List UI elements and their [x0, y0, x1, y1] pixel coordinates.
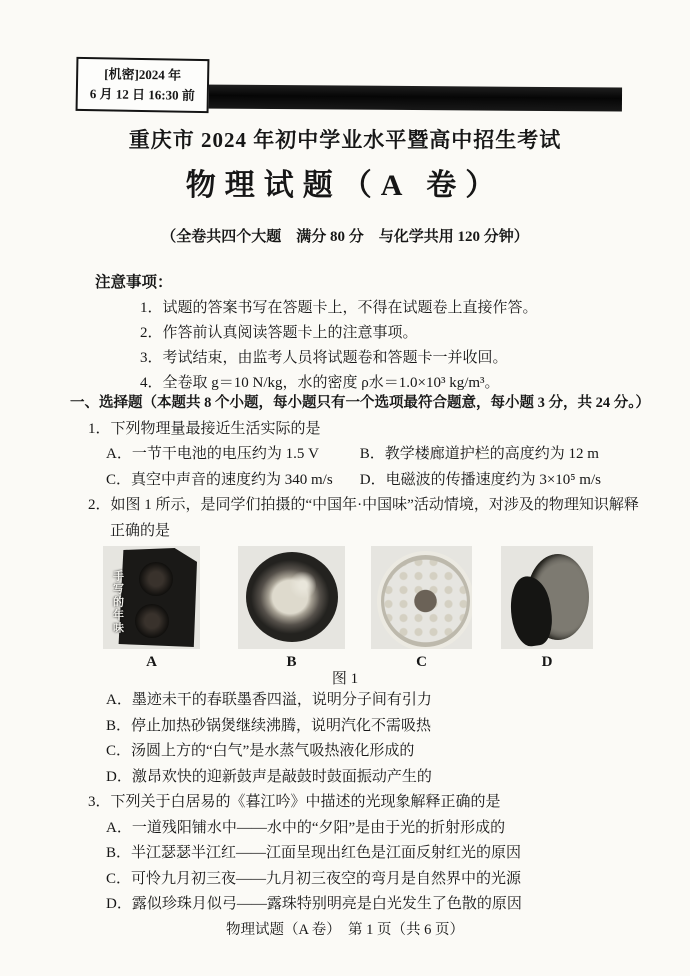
confidential-redaction-bar: [196, 85, 622, 112]
q3-option-a: A．一道残阳铺水中——水中的“夕阳”是由于光的折射形成的: [106, 819, 506, 836]
photo-spring-couplet: [103, 546, 200, 649]
notice-list: [140, 296, 538, 396]
stamp-line-1: [机密]2024 年: [104, 66, 182, 83]
figure-1-photo-d: [501, 546, 593, 672]
figure-label-a: A: [146, 654, 157, 670]
question-1-options-row-2: [0, 468, 690, 494]
figure-1-caption: 图 1: [331, 671, 359, 687]
section-1-heading: 一、选择题（本题共 8 个小题，每小题只有一个选项最符合题意，每小题 3 分，共 24 分。）: [70, 395, 650, 411]
notice-item-2: 2．作答前认真阅读答题卡上的注意事项。: [140, 325, 418, 341]
figure-1-photo-a: [103, 546, 200, 672]
question-3-stem: 3．下列关于白居易的《暮江吟》中描述的光现象解释正确的是: [88, 794, 501, 810]
question-1-options-row-1: [0, 442, 690, 468]
photo-drummer: [501, 546, 593, 649]
figure-1-photo-c: [371, 546, 472, 672]
pot-shape: [246, 552, 338, 642]
plate-shape: [377, 551, 472, 649]
q3-option-b: B．半江瑟瑟半江红——江面呈现出红色是江面反射红光的原因: [106, 845, 522, 861]
q2-option-c: C．汤圆上方的“白气”是水蒸气吸热液化形成的: [106, 743, 415, 759]
figure-label-c: C: [416, 654, 427, 670]
questions-area: [0, 391, 690, 918]
q2-option-a: A．墨迹未干的春联墨香四溢，说明分子间有引力: [106, 692, 432, 708]
question-1-stem: 1．下列物理量最接近生活实际的是: [88, 420, 321, 437]
steam-shape: [290, 570, 316, 600]
q2-option-d: D．激昂欢快的迎新鼓声是敲鼓时鼓面振动产生的: [106, 768, 432, 785]
paper-title: 物理试题（A 卷）: [185, 169, 505, 202]
notice-heading: 注意事项：: [95, 274, 173, 291]
notice-item-3: 3．考试结束，由监考人员将试题卷和答题卡一并收回。: [140, 350, 508, 366]
photo-tangyuan-plate: [371, 546, 472, 649]
photo-clay-pot: [238, 546, 345, 649]
q1-option-a: A．一节干电池的电压约为 1.5 V: [106, 446, 319, 462]
q1-option-b: B．教学楼廊道护栏的高度约为 12 m: [359, 446, 599, 462]
calligraphy-mark: [135, 604, 169, 638]
question-2-stem: 2．如图 1 所示，是同学们拍摄的“中国年·中国味”活动情境，对涉及的物理知识解释正确的是: [88, 497, 639, 539]
exam-title: 重庆市 2024 年初中学业水平暨高中招生考试: [128, 128, 562, 152]
figure-1-photo-b: [238, 546, 345, 672]
notice-item-1: 1．试题的答案书写在答题卡上，不得在试题卷上直接作答。: [140, 300, 538, 316]
confidential-stamp: [76, 57, 210, 113]
q1-option-c: C．真空中声音的速度约为 340 m/s: [106, 471, 333, 488]
figure-label-b: B: [286, 654, 297, 670]
q3-option-c: C．可怜九月初三夜——九月初三夜空的弯月是自然界中的光源: [106, 870, 522, 887]
stamp-line-2: 6 月 12 日 16:30 前: [89, 86, 196, 103]
q3-option-d: D．露似珍珠月似弓——露珠特别明亮是白光发生了色散的原因: [106, 896, 522, 912]
photo-a-caption-text: 手写的年味: [111, 570, 124, 635]
calligraphy-mark: [139, 562, 173, 596]
notice-item-4: 4．全卷取 g＝10 N/kg，水的密度 ρ水＝1.0×10³ kg/m³。: [140, 375, 500, 391]
page-footer: 物理试题（A 卷） 第 1 页（共 6 页）: [225, 922, 465, 938]
figure-1: [0, 544, 690, 688]
q2-option-b: B．停止加热砂锅煲继续沸腾，说明汽化不需吸热: [106, 717, 432, 734]
q1-option-d: D．电磁波的传播速度约为 3×10⁵ m/s: [359, 471, 601, 488]
figure-label-d: D: [541, 654, 553, 670]
exam-meta-line: （全卷共四个大题 满分 80 分 与化学共用 120 分钟）: [161, 229, 529, 245]
